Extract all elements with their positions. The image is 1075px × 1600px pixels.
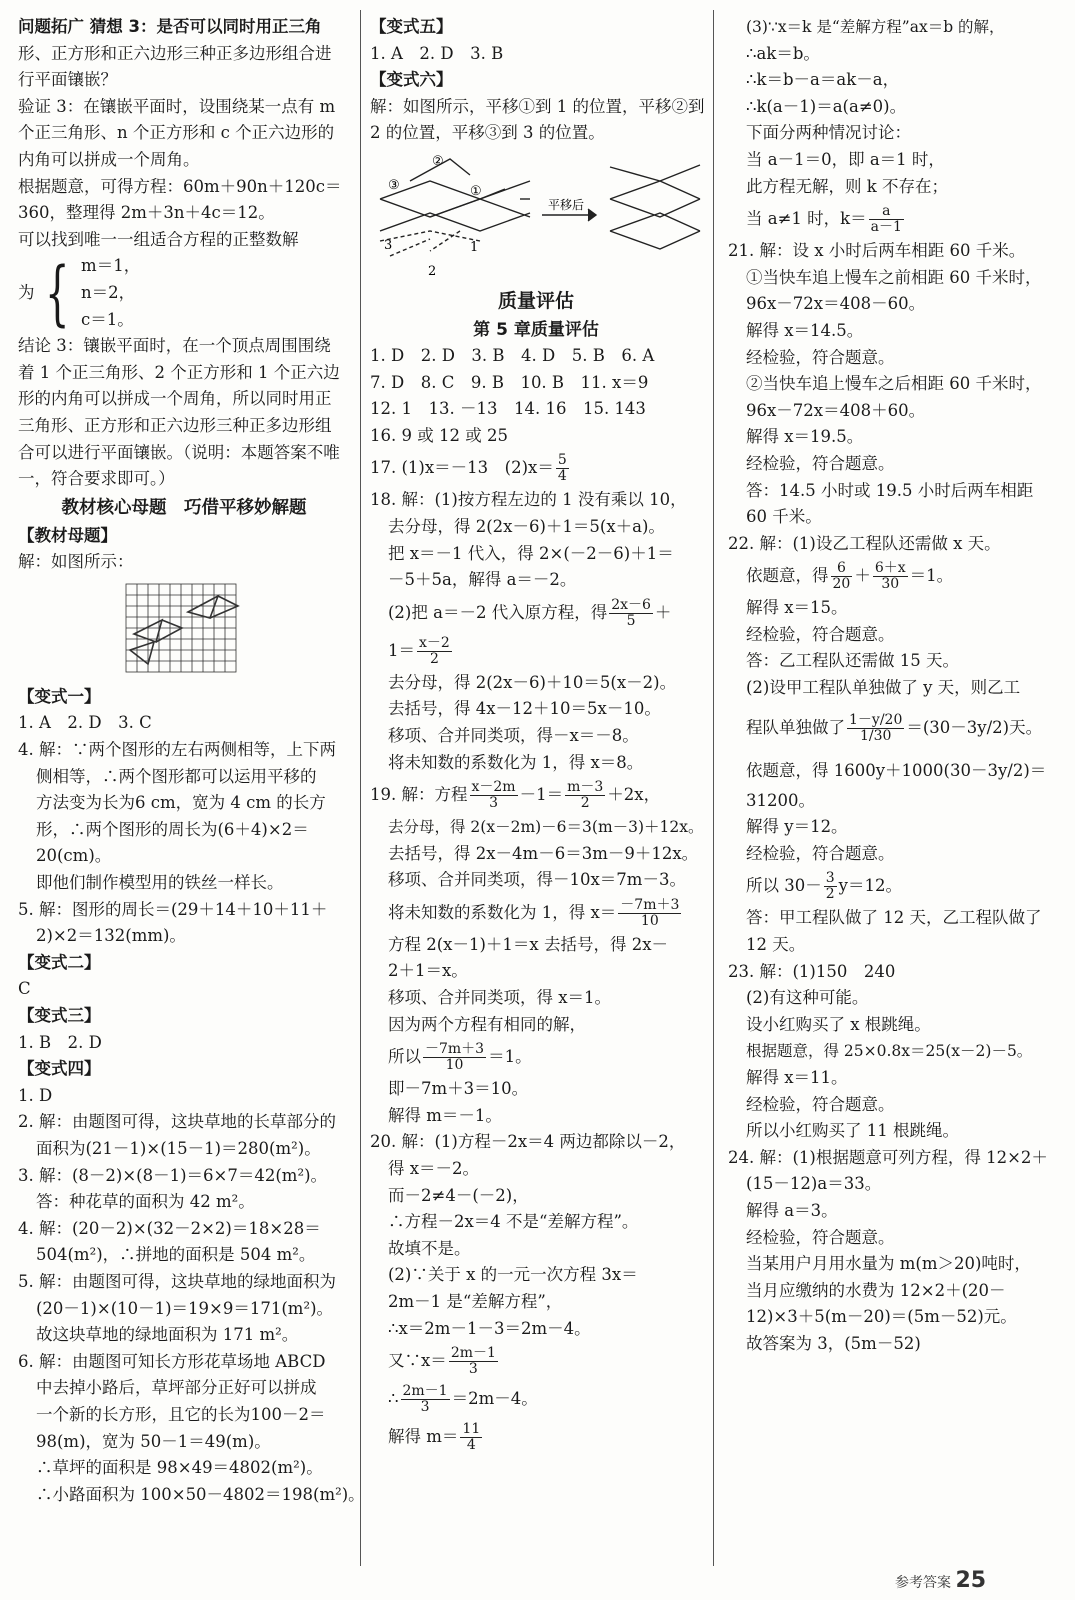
text-line: 答：14.5 小时或 19.5 小时后两车相距 [746,480,1034,500]
text-line: 方法变为长为6 cm，宽为 4 cm 的长方 [36,793,326,813]
figure-label: 3 [384,237,393,253]
figure-label: ① [470,183,482,199]
fraction [609,598,653,629]
text-line [370,1418,702,1456]
text-line: 1. D [18,1085,53,1105]
text-span: (2)把 a＝－2 代入原方程，得 [388,602,608,622]
denominator: 10 [423,1057,486,1073]
text-line: 把 x＝－1 代入，得 2×(－2－6)＋1＝ [388,543,674,563]
page-number: 25 [955,1568,987,1593]
text-line: 内角可以拼成一个周角。 [18,149,200,169]
text-span: ＝1。 [488,1047,532,1067]
denominator: 4 [460,1437,482,1453]
text-line: 所以小红购买了 11 根跳绳。 [746,1121,959,1141]
text-line: 5. 解：图形的周长＝(29＋14＋10＋11＋ [18,899,328,919]
numerator: 11 [462,1421,481,1438]
system-eq: m＝1， [81,256,141,276]
denominator: 2 [565,795,605,811]
text-line: 解得 x＝19.5。 [746,427,864,447]
text-line: C [18,979,31,999]
text-line: 移项、合并同类项，得－10x＝7m－3。 [388,870,686,890]
text-span: 又∵x＝ [388,1351,447,1371]
denominator: 5 [609,613,653,629]
text-line: 12. 1 13. －13 14. 16 15. 143 [370,399,646,419]
text-line: 验证 3：在镶嵌平面时，设围绕某一点有 m [18,96,336,116]
fraction [869,204,904,235]
section-title: 质量评估 [497,289,574,312]
text-line: 3. 解：(8－2)×(8－1)＝6×7＝42(m²)。 [18,1165,328,1185]
text-line [18,14,350,41]
text-line: 4. 解：∵两个图形的左右两侧相等，上下两 [18,740,336,760]
fraction [401,1384,450,1415]
text-line: 5. 解：由题图可得，这块草地的绿地面积为 [18,1271,336,1291]
numerator: 2x－6 [611,596,651,613]
text-line: 360，整理得 2m＋3n＋4c＝12。 [18,203,275,223]
text-line: 形，∴两个图形的周长为(6＋4)×2＝ [36,819,309,839]
figure-label: 2 [428,263,437,279]
text-line: 根据题意，可得方程：60m＋90n＋120c＝ [18,176,342,196]
text-line: (2)∵关于 x 的一元一次方程 3x＝ [388,1265,638,1285]
text-line: 1. A 2. D 3. B [370,43,504,63]
text-line: 当月应缴纳的水费为 12×2＋(20－ [746,1280,1006,1300]
grid-figure [18,580,350,680]
text-line: 96x－72x＝408＋60。 [746,400,926,420]
text-line: 答：甲工程队做了 12 天，乙工程队做了 [746,908,1042,928]
subsection-heading: 【变式一】 [18,686,101,706]
text-line: 2＋1＝x。 [388,961,468,981]
text-line: 经检验，符合题意。 [746,843,895,863]
text-line [370,1342,702,1380]
text-line: 1. B 2. D [18,1032,102,1052]
text-line: 故这块草地的绿地面积为 171 m²。 [36,1325,299,1345]
text-line: 依题意，得 1600y＋1000(30－3y/2)＝ [746,760,1047,780]
column-1 [18,14,365,1508]
text-line: 16. 9 或 12 或 25 [370,425,508,445]
fraction [423,1042,486,1073]
fraction [556,453,569,484]
text-line: (3)∵x＝k 是“差解方程”ax＝b 的解， [746,18,1005,36]
text-line: 18. 解：(1)按方程左边的 1 没有乘以 10， [370,490,687,510]
text-line: 经检验，符合题意。 [746,453,895,473]
text-line: 一个新的长方形，且它的长为100－2＝ [36,1404,326,1424]
text-line: 可以找到唯一一组适合方程的正整数解 [18,229,299,249]
text-line [728,557,1056,595]
fraction [417,636,452,667]
text-line: 解得 x＝15。 [746,598,848,618]
text-line: ∴小路面积为 100×50－4802＝198(m²)。 [36,1484,365,1504]
text-line: 经检验，符合题意。 [746,347,895,367]
text-line: ∴k＝b－a＝ak－a， [746,70,900,90]
text-line [370,594,702,632]
text-span: ＝2m－4。 [451,1389,538,1409]
text-line: 去括号，得 4x－12＋10＝5x－10。 [388,699,661,719]
fraction [470,780,518,811]
text-line [370,894,702,932]
text-line: 20(cm)。 [36,846,112,866]
denominator: 3 [449,1361,498,1377]
system-eq: c＝1。 [81,309,134,329]
numerator: 1－y/20 [849,711,903,728]
text-line: 得 x＝－2。 [388,1159,480,1179]
numerator: －7m＋3 [425,1041,485,1058]
text-span: ＝(30－3y/2)天。 [906,717,1043,737]
text-line: ∴ak＝b。 [746,43,820,63]
section-title: 教材核心母题 巧借平移妙解题 [61,497,307,518]
page-footer [895,1568,986,1593]
text-span: y＝12。 [838,876,902,896]
text-line: 故填不是。 [388,1238,471,1258]
text-line: 解：如图所示，平移①到 1 的位置，平移②到 [370,96,705,116]
text-line: 1. D 2. D 3. B 4. D 5. B 6. A [370,345,655,365]
translation-figure [370,151,702,281]
denominator: 3 [470,795,518,811]
equation-system [18,253,350,333]
figure-label: 1 [470,239,479,255]
problem-extension-heading: 问题拓广 猜想 3：是否可以同时用正三角 [18,17,322,36]
column-divider-2 [713,10,714,1566]
text-span: 所以 [388,1047,421,1067]
fraction [449,1346,498,1377]
text-line: (2)有这种可能。 [746,988,869,1008]
text-line: 答：种花草的面积为 42 m²。 [36,1192,255,1212]
text-line: ②当快车追上慢车之后相距 60 千米时， [746,374,1042,394]
text-line: 当某用户月用水量为 m(m＞20)吨时， [746,1254,1031,1274]
text-span: ＋2x， [607,785,661,805]
text-line: 即他们制作模型用的铁丝一样长。 [36,873,284,893]
text-line [370,449,702,487]
text-line: ∴k(a－1)＝a(a≠0)。 [746,96,907,116]
text-span: 当 a≠1 时，k＝ [746,209,867,229]
text-line: 解得 m＝－1。 [388,1105,502,1125]
text-line: ∴草坪的面积是 98×49＝4802(m²)。 [36,1458,323,1478]
subsection-heading: 【变式五】 [370,17,453,36]
numerator: 3 [825,870,835,887]
text-line: 而－2≠4－(－2)， [388,1185,529,1205]
text-line: 将未知数的系数化为 1，得 x＝8。 [388,752,644,772]
text-span: 程队单独做了 [746,717,845,737]
text-line: 合可以进行平面镶嵌。（说明：本题答案不唯 [18,442,340,462]
text-line: 形的内角可以拼成一个周角，所以同时用正 [18,389,332,409]
text-line: 12 天。 [746,935,806,955]
text-line: 7. D 8. C 9. B 10. B 11. x＝9 [370,372,649,392]
text-line: ①当快车追上慢车之前相距 60 千米时， [746,267,1042,287]
text-line: 行平面镶嵌？ [18,70,117,90]
denominator: 2 [417,651,452,667]
text-span: 1＝ [388,640,415,660]
text-line: 21. 解：设 x 小时后两车相距 60 千米。 [728,241,1026,261]
numerator: 5 [557,452,567,469]
column-2 [370,14,705,1456]
text-line: 24. 解：(1)根据题意可列方程，得 12×2＋ [728,1147,1048,1167]
text-line: －5＋5a，解得 a＝－2。 [388,570,577,590]
denominator: 4 [557,468,567,485]
text-line [728,867,1056,905]
text-line: 中去掉小路后，草坪部分正好可以拼成 [36,1378,317,1398]
text-span: 19. 解：方程 [370,785,468,805]
text-line: 23. 解：(1)150 240 [728,961,896,981]
text-line [728,200,1056,238]
text-line [370,1380,702,1418]
text-span: 解得 m＝ [388,1427,459,1447]
denominator: 2 [825,886,835,903]
numerator: 6＋x [874,560,906,577]
section-subtitle: 第 5 章质量评估 [473,319,599,340]
text-line: 12)×3＋5(m－20)＝(5m－52)元。 [746,1307,1017,1327]
brace-icon: { [44,252,70,335]
text-line: 2. 解：由题图可得，这块草地的长草部分的 [18,1112,336,1132]
text-span: 依题意，得 [746,566,829,586]
text-line: 因为两个方程有相同的解， [388,1014,586,1034]
denominator: 3 [401,1399,450,1415]
text-line: 去分母，得 2(x－2m)－6＝3(m－3)＋12x。 [388,818,704,837]
text-line: 即－7m＋3＝10。 [388,1079,529,1099]
denominator: a－1 [870,219,902,236]
text-line: ∴方程－2x＝4 不是“差解方程”。 [388,1212,639,1232]
text-line: 一，符合要求即可。） [18,469,175,489]
text-line: 504(m²)，∴拼地的面积是 504 m²。 [36,1245,316,1265]
fraction [873,561,908,592]
text-span: ＋ [654,602,672,622]
numerator: 2m－1 [402,1383,448,1400]
system-prefix: 为 [18,282,35,302]
numerator: m－3 [567,779,604,796]
figure-label: ② [432,153,444,169]
text-line: 2m－1 是“差解方程”， [388,1292,563,1311]
column-divider-1 [360,10,361,1566]
text-line: 96x－72x＝408－60。 [746,294,926,314]
text-line: 下面分两种情况讨论： [746,123,911,143]
numerator: x－2m [471,779,516,796]
text-span: ＋ [854,566,871,586]
text-line: 三角形、正方形和正六边形三种正多边形组 [18,415,332,435]
numerator: －7m＋3 [620,896,680,913]
fraction [460,1422,482,1453]
text-line: 当 a－1＝0，即 a＝1 时， [746,149,945,169]
text-line: 解得 a＝3。 [746,1200,838,1220]
numerator: x－2 [419,634,450,651]
text-line: 98(m)，宽为 50－1＝49(m)。 [36,1431,271,1451]
text-span: 所以 30－ [746,876,822,896]
text-line: 此方程无解，则 k 不存在； [746,176,948,196]
text-line: 面积为(21－1)×(15－1)＝280(m²)。 [36,1138,321,1158]
fraction [831,561,853,592]
fraction [618,898,681,929]
text-line: 去分母，得 2(2x－6)＋1＝5(x＋a)。 [388,516,665,536]
text-line: 着 1 个正三角形、2 个正方形和 1 个正六边 [18,362,340,382]
column-3 [728,14,1056,1358]
text-line: 6. 解：由题图可知长方形花草场地 ABCD [18,1351,326,1371]
text-line: 侧相等，∴两个图形都可以运用平移的 [36,766,317,786]
denominator: 30 [873,576,908,592]
text-line: 1. A 2. D 3. C [18,713,152,733]
text-line: 解得 x＝11。 [746,1068,848,1087]
text-line: 方程 2(x－1)＋1＝x 去括号，得 2x－ [388,934,669,954]
text-line: (20－1)×(10－1)＝19×9＝171(m²)。 [36,1298,334,1318]
text-line: 解：如图所示： [18,552,134,572]
subsection-heading: 【变式二】 [18,952,101,972]
text-line: 去分母，得 2(2x－6)＋10＝5(x－2)。 [388,672,677,692]
text-line: 解得 y＝12。 [746,817,848,837]
translation-arrow-label: 平移后 [548,197,585,212]
text-line: (2)设甲工程队单独做了 y 天，则乙工 [746,678,1021,698]
fraction [847,713,904,744]
text-line: (15－12)a＝33。 [746,1174,882,1194]
numerator: 2m－1 [450,1345,496,1362]
text-span: 17. (1)x＝－13 (2)x＝ [370,458,554,478]
text-line: 4. 解：(20－2)×(32－2×2)＝18×28＝ [18,1218,321,1238]
text-span: ∴ [388,1389,399,1409]
figure-label: ③ [388,177,400,193]
text-line: 20. 解：(1)方程－2x＝4 两边都除以－2， [370,1132,686,1152]
denominator: 10 [618,913,681,929]
text-line: 去括号，得 2x－4m－6＝3m－9＋12x。 [388,843,699,863]
footer-label: 参考答案 [895,1575,951,1591]
text-span: 将未知数的系数化为 1，得 x＝ [388,902,617,922]
text-line: 根据题意，得 25×0.8x＝25(x－2)－5。 [746,1042,1033,1061]
text-line [370,1038,702,1076]
denominator: 1/30 [847,728,904,744]
subsection-heading: 【变式六】 [370,70,453,90]
text-line: 2 的位置，平移③到 3 的位置。 [370,123,605,143]
subsection-heading: 【教材母题】 [18,525,117,545]
subsection-heading: 【变式四】 [18,1059,101,1079]
text-line: 经检验，符合题意。 [746,1094,895,1114]
subsection-heading: 【变式三】 [18,1006,101,1025]
text-line: 移项、合并同类项，得 x＝1。 [388,988,612,1008]
system-eq: n＝2， [81,282,136,302]
text-line: 60 千米。 [746,507,822,527]
numerator: 6 [836,560,846,577]
text-line: 故答案为 3，(5m－52) [746,1333,921,1353]
text-line: 设小红购买了 x 根跳绳。 [746,1014,931,1034]
fraction [824,871,837,902]
denominator: 20 [832,576,851,593]
numerator: a [882,203,891,220]
text-line: 经检验，符合题意。 [746,624,895,644]
text-span: ＝1。 [909,566,954,586]
text-line: ∴x＝2m－1－3＝2m－4。 [388,1318,591,1338]
text-line: 形、正方形和正六边形三种正多边形组合进 [18,43,332,63]
text-line: 结论 3：镶嵌平面时，在一个顶点周围围绕 [18,336,331,356]
text-line [370,632,702,670]
text-line: 经检验，符合题意。 [746,1227,895,1247]
text-line [370,776,702,814]
text-line: 31200。 [746,790,815,810]
text-line: 解得 x＝14.5。 [746,320,864,340]
text-line: 答：乙工程队还需做 15 天。 [746,651,959,671]
text-line: 个正三角形、n 个正方形和 c 个正六边形的 [18,123,335,143]
text-span: －1＝ [519,785,564,805]
text-line: 移项、合并同类项，得－x＝－8。 [388,725,639,745]
fraction [565,780,605,811]
text-line [728,702,1056,754]
text-line: 2)×2＝132(mm)。 [36,926,186,946]
text-line: 22. 解：(1)设乙工程队还需做 x 天。 [728,533,1001,553]
